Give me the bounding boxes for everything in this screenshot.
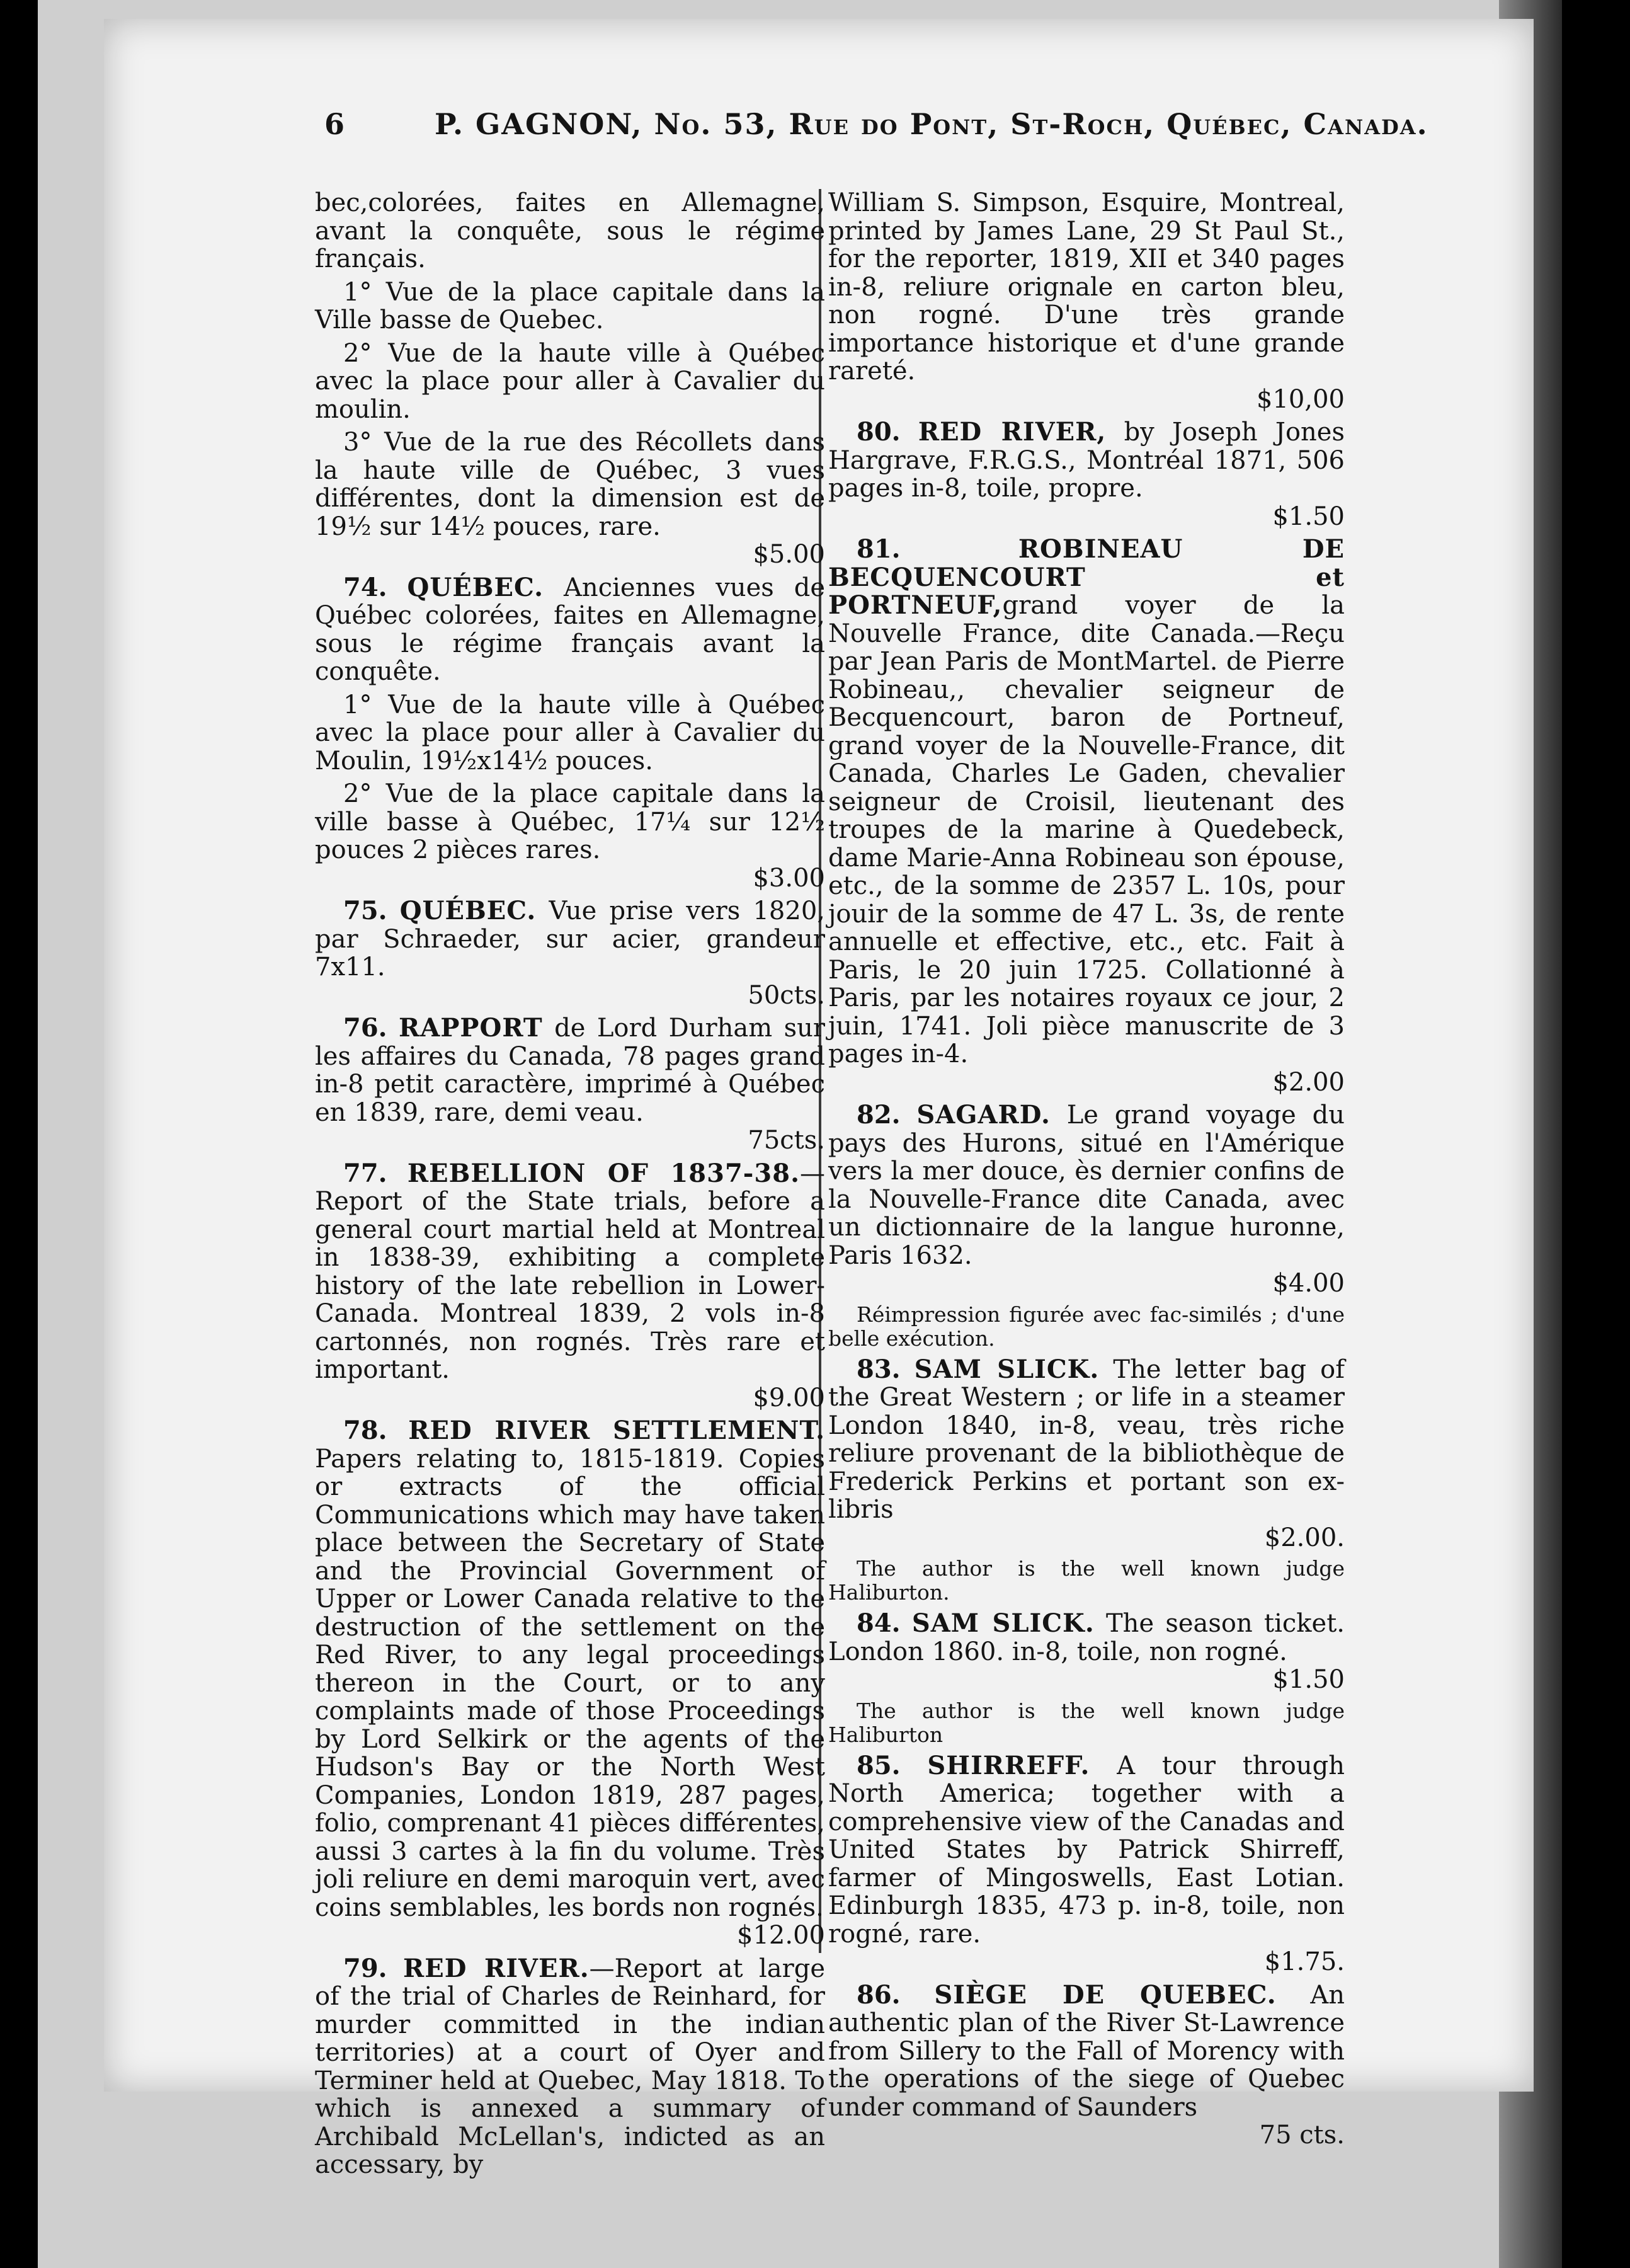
entry-85-price: $1.75. (1264, 1947, 1345, 1976)
entry-74-text: Anciennes vues de Québec colorées, faites en Allemagne, sous le régime français avant la conquête. (315, 573, 825, 686)
entry-85-number: 85. (857, 1750, 901, 1780)
entry-80-number: 80. (857, 417, 901, 447)
entry-76-number: 76. (343, 1013, 387, 1043)
entry-76-heading: RAPPORT (399, 1013, 543, 1043)
entry-86-number: 86. (857, 1979, 901, 2010)
entry-75-number: 75. (343, 896, 387, 925)
entry-80-text: by Joseph Jones Hargrave, F.R.G.S., Montréal 1871, 506 pages in-8, toile, propre. (828, 418, 1345, 503)
entry-83-price: $2.00. (1264, 1523, 1345, 1552)
entry-81-price: $2.00 (1272, 1067, 1345, 1097)
continued-entry-text: bec,colorées, faites en Allemagne, avant la conquête, sous le régime français. (315, 188, 825, 273)
entry-74 (315, 574, 825, 686)
entry-80-price: $1.50 (1272, 501, 1345, 531)
entry-86-text: An authentic plan of the River St-Lawrence from Sillery to the Fall of Morency with the operations of the siege of Quebec under command of Saunders (828, 1980, 1345, 2122)
entry-86-heading: SIÈGE DE QUEBEC. (934, 1979, 1277, 2010)
entry-79 (315, 1955, 825, 2179)
entry-75 (315, 897, 825, 1009)
sub-item-3 (315, 428, 825, 569)
entry-75-heading: QUÉBEC. (399, 896, 537, 925)
entry-84 (828, 1610, 1345, 1694)
sub-item-1: 1° Vue de la place capitale dans la Ville basse de Quebec. (315, 277, 825, 335)
entry-75-price: 50cts. (748, 980, 825, 1010)
entry-78-number: 78. (343, 1416, 387, 1445)
entry-82 (828, 1101, 1345, 1298)
entry-83-note: The author is the well known judge Haliburton. (828, 1556, 1345, 1605)
entry-81-text: grand voyer de la Nouvelle France, dite Canada.—Reçu par Jean Paris de MontMartel. de Pierre Robineau,, chevalier seigneur de Becquencourt, baron de Portneuf, grand voyer de la Nouvelle-France, dit Canada, Charles Le Gaden, chevalier seigneur de Croisil, lieutenant des troupes de la marine à Quedebeck, dame Marie-Anna Robineau son épouse, etc., de la somme de 2357 L. 10s, pour jouir de la somme de 47 L. 3s, de rente annuelle et effective, etc., etc. Fait à Paris, le 20 juin 1725. Collationné à Paris, par les notaires royaux ce jour, 2 juin, 1741. Joli pièce manuscrite de 3 pages in-4. (828, 591, 1345, 1068)
entry-74-sub-2-text: 2° Vue de la place capitale dans la ville basse à Québec, 17¼ sur 12½ pouces 2 pièces rares. (315, 779, 825, 864)
entry-78-heading: RED RIVER SETTLEMENT. (408, 1416, 826, 1445)
sub-item-3-text: 3° Vue de la rue des Récollets dans la haute ville de Québec, 3 vues différentes, dont la dimension est de 19½ sur 14½ pouces, rare. (315, 428, 825, 541)
entry-77-text: —Report of the State trials, before a general court martial held at Montreal in 1838-39, exhibiting a complete history of the late rebellion in Lower-Canada. Montreal 1839, 2 vols in-8 cartonnés, non rognés. Très rare et important. (315, 1159, 825, 1384)
continued-entry-79 (828, 189, 1345, 413)
entry-78-price: $12.00 (737, 1921, 825, 1950)
entry-85-text: A tour through North America; together with a comprehensive view of the Canadas and United States by Patrick Shirreff, farmer of Mingoswells, East Lotian. Edinburgh 1835, 473 p. in-8, toile, non rogné, rare. (828, 1751, 1345, 1949)
entry-77 (315, 1160, 825, 1412)
entry-77-number: 77. (343, 1158, 387, 1188)
page-number: 6 (324, 107, 346, 141)
entry-78-text: Papers relating to, 1815-1819. Copies or extracts of the official Communications which may have taken place between the Secretary of State and the Provincial Government of Upper or Lower Canada relative to the destruction of the settlement on the Red River, to any legal proceedings thereon in the Court, or to any complaints made of those Proceedings by Lord Selkirk or the agents of the Hudson's Bay or the North West Companies, London 1819, 287 pages, folio, comprenant 41 pièces différentes, aussi 3 cartes à la fin du volume. Très joli reliure en demi maroquin vert, avec coins semblables, les bords non rognés. (315, 1444, 825, 1922)
entry-74-number: 74. (343, 572, 387, 602)
continued-entry-79-text: William S. Simpson, Esquire, Montreal, printed by James Lane, 29 St Paul St., for the reporter, 1819, XII et 340 pages in-8, reliure orignale en carton bleu, non rogné. D'une très grande importance historique et d'une grande rareté. (828, 188, 1345, 386)
sub-item-2: 2° Vue de la haute ville à Québec avec la place pour aller à Cavalier du moulin. (315, 338, 825, 424)
entry-84-price: $1.50 (1272, 1665, 1345, 1694)
entry-81 (828, 536, 1345, 1096)
entry-86-price: 75 cts. (1259, 2121, 1345, 2150)
entry-81-number: 81. (857, 534, 901, 564)
entry-83-heading: SAM SLICK. (914, 1354, 1100, 1384)
entry-76-price: 75cts. (748, 1126, 825, 1155)
entry-79-text: —Report at large of the trial of Charles de Reinhard, for murder committed in the indian territories) at a court of Oyer and Terminer held at Quebec, May 1818. To which is annexed a summary of Archibald McLellan's, indicted as an accessary, by (315, 1954, 825, 2179)
entry-79-number: 79. (343, 1953, 387, 1983)
publisher-line: P. GAGNON, No. 53, Rue do Pont, St-Roch, Québec, Canada. (435, 107, 1428, 141)
entry-84-heading: SAM SLICK. (911, 1608, 1095, 1638)
entry-74-price: $3.00 (753, 863, 825, 893)
entry-79-heading: RED RIVER. (402, 1953, 590, 1983)
page-header (324, 107, 1428, 158)
entry-84-text: The season ticket. London 1860. in-8, toile, non rogné. (828, 1609, 1345, 1666)
entry-76 (315, 1014, 825, 1155)
entry-86 (828, 1981, 1345, 2150)
entry-84-number: 84. (857, 1608, 901, 1638)
entry-80 (828, 418, 1345, 530)
entry-82-number: 82. (857, 1100, 901, 1130)
sub-item-3-price: $5.00 (753, 540, 825, 569)
right-column (828, 188, 1345, 2150)
entry-77-heading: REBELLION OF 1837-38. (407, 1158, 800, 1188)
entry-75-text: Vue prise vers 1820, par Schraeder, sur acier, grandeur 7x11. (315, 896, 825, 982)
entry-80-heading: RED RIVER, (918, 417, 1107, 447)
entry-77-price: $9.00 (753, 1383, 825, 1412)
entry-85-heading: SHIRREFF. (927, 1750, 1090, 1780)
entry-74-sub-2 (315, 780, 825, 892)
entry-74-heading: QUÉBEC. (407, 572, 544, 602)
entry-83 (828, 1356, 1345, 1552)
left-column (315, 188, 826, 2179)
entry-79-price: $10,00 (1257, 384, 1345, 414)
entry-81-heading: ROBINEAU DE BECQUENCOURT et PORTNEUF, (828, 534, 1345, 620)
entry-84-note: The author is the well known judge Haliburton (828, 1698, 1345, 1747)
entry-82-note: Réimpression figurée avec fac-similés ; d'une belle exécution. (828, 1302, 1345, 1351)
entry-78 (315, 1417, 825, 1950)
entry-83-number: 83. (857, 1354, 901, 1384)
entry-83-text: The letter bag of the Great Western ; or life in a steamer London 1840, in-8, veau, très riche reliure provenant de la bibliothèque de Frederick Perkins et portant son ex-libris (828, 1354, 1345, 1524)
entry-82-price: $4.00 (1272, 1269, 1345, 1298)
entry-85 (828, 1752, 1345, 1976)
entry-76-text: de Lord Durham sur les affaires du Canada, 78 pages grand in-8 petit caractère, imprimé à Québec en 1839, rare, demi veau. (315, 1014, 825, 1127)
entry-82-heading: SAGARD. (916, 1100, 1051, 1130)
entry-74-sub-1: 1° Vue de la haute ville à Québec avec la place pour aller à Cavalier du Moulin, 19½x14½ pouces. (315, 690, 825, 776)
entry-82-text: Le grand voyage du pays des Hurons, situé en l'Amérique vers la mer douce, ès dernier confins de la Nouvelle-France dite Canada, avec un dictionnaire de la langue huronne, Paris 1632. (828, 1101, 1345, 1270)
